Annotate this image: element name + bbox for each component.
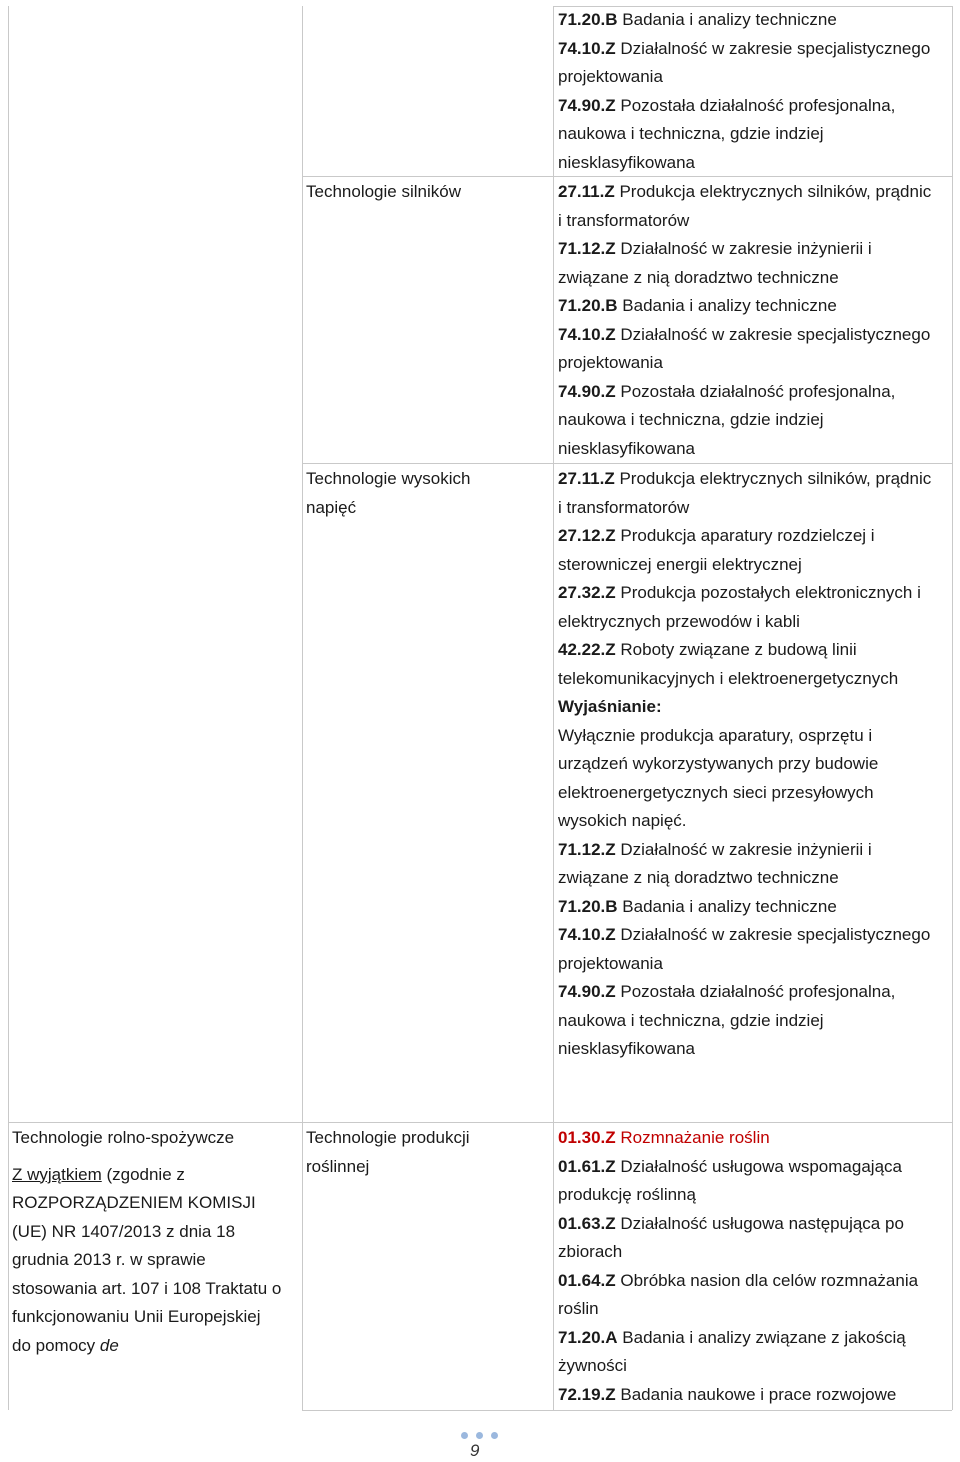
decoration-dot (476, 1432, 483, 1439)
decoration-dot (461, 1432, 468, 1439)
pkd-entry: 01.61.Z Działalność usługowa wspomagająca produkcję roślinną (558, 1156, 902, 1204)
pkd-entry: 01.63.Z Działalność usługowa następująca po zbiorach (558, 1213, 904, 1261)
pkd-entry: 71.20.B Badania i analizy techniczne (558, 10, 837, 29)
table-border-right (952, 6, 953, 1410)
sector-cell (12, 1124, 282, 1360)
pkd-entry: 27.32.Z Produkcja pozostałych elektronicznych i elektrycznych przewodów i kabli (558, 583, 921, 631)
pkd-entry: 74.90.Z Pozostała działalność profesjonalna, naukowa i techniczna, gdzie indziej niesklasyfikowana (558, 982, 896, 1058)
sector-title: Technologie rolno-spożywcze (12, 1128, 235, 1147)
pkd-entry: 27.11.Z Produkcja elektrycznych silników, prądnic i transformatorów (558, 182, 932, 230)
pkd-entry: 27.12.Z Produkcja aparatury rozdzielczej i sterowniczej energii elektrycznej (558, 526, 875, 574)
page-number: 9 (470, 1441, 480, 1460)
row-2-codes (558, 465, 938, 1064)
row-3-codes (558, 1124, 938, 1409)
column-divider-1 (302, 6, 303, 1410)
row-border-bottom (302, 1410, 952, 1411)
exception-underlined: Z wyjątkiem (12, 1164, 102, 1184)
pkd-entry: 74.10.Z Działalność w zakresie specjalistycznego projektowania (558, 925, 931, 973)
technology-name: Technologie produkcji roślinnej (306, 1128, 470, 1176)
decoration-dot (491, 1432, 498, 1439)
pkd-entry: 71.12.Z Działalność w zakresie inżynierii i związane z nią doradztwo techniczne (558, 239, 872, 287)
pkd-entry: 01.64.Z Obróbka nasion dla celów rozmnażania roślin (558, 1270, 919, 1318)
pkd-entry: 74.10.Z Działalność w zakresie specjalistycznego projektowania (558, 324, 931, 372)
row-1-codes (558, 178, 938, 463)
technology-name: Technologie silników (306, 182, 461, 201)
pkd-entry: 71.20.A Badania i analizy związane z jakością żywności (558, 1327, 906, 1375)
explanation-label: Wyjaśnianie: (558, 697, 662, 716)
table-border-left (8, 6, 9, 1410)
pkd-entry: 74.10.Z Działalność w zakresie specjalistycznego projektowania (558, 38, 931, 86)
pkd-entry: 42.22.Z Roboty związane z budową linii telekomunikacyjnych i elektroenergetycznych (558, 640, 899, 688)
pkd-entry: 74.90.Z Pozostała działalność profesjonalna, naukowa i techniczna, gdzie indziej niesklasyfikowana (558, 381, 896, 458)
pkd-entry: 71.20.B Badania i analizy techniczne (558, 896, 837, 916)
exception-note: Z wyjątkiem (zgodnie z ROZPORZĄDZENIEM KOMISJI (UE) NR 1407/2013 z dnia 18 grudnia 2013 r. w sprawie stosowania art. 107 i 108 Traktatu o funkcjonowaniu Unii Europejskiej do pomocy de (12, 1164, 282, 1355)
page-decoration-dots (461, 1432, 501, 1440)
pkd-entry: 27.11.Z Produkcja elektrycznych silników, prądnic i transformatorów (558, 469, 932, 517)
explanation-text: Wyłącznie produkcja aparatury, osprzętu i urządzeń wykorzystywanych przy budowie elektroenergetycznych sieci przesyłowych wysokich napięć. (558, 725, 879, 830)
pkd-entry: 71.20.B Badania i analizy techniczne (558, 296, 837, 315)
technology-name: Technologie wysokich napięć (306, 469, 471, 517)
row-divider-2 (302, 463, 952, 464)
pkd-entry: 72.19.Z Badania naukowe i prace rozwojowe (558, 1384, 897, 1404)
column-divider-2 (553, 6, 554, 1410)
pkd-entry: 71.12.Z Działalność w zakresie inżynierii i związane z nią doradztwo techniczne (558, 839, 872, 887)
row-divider-3 (8, 1122, 952, 1123)
pkd-entry: 74.90.Z Pozostała działalność profesjonalna, naukowa i techniczna, gdzie indziej niesklasyfikowana (558, 95, 896, 172)
pkd-entry-highlighted: 01.30.Z Rozmnażanie roślin (558, 1128, 770, 1147)
exception-italic: de (99, 1335, 119, 1355)
row-0-codes (558, 6, 938, 177)
